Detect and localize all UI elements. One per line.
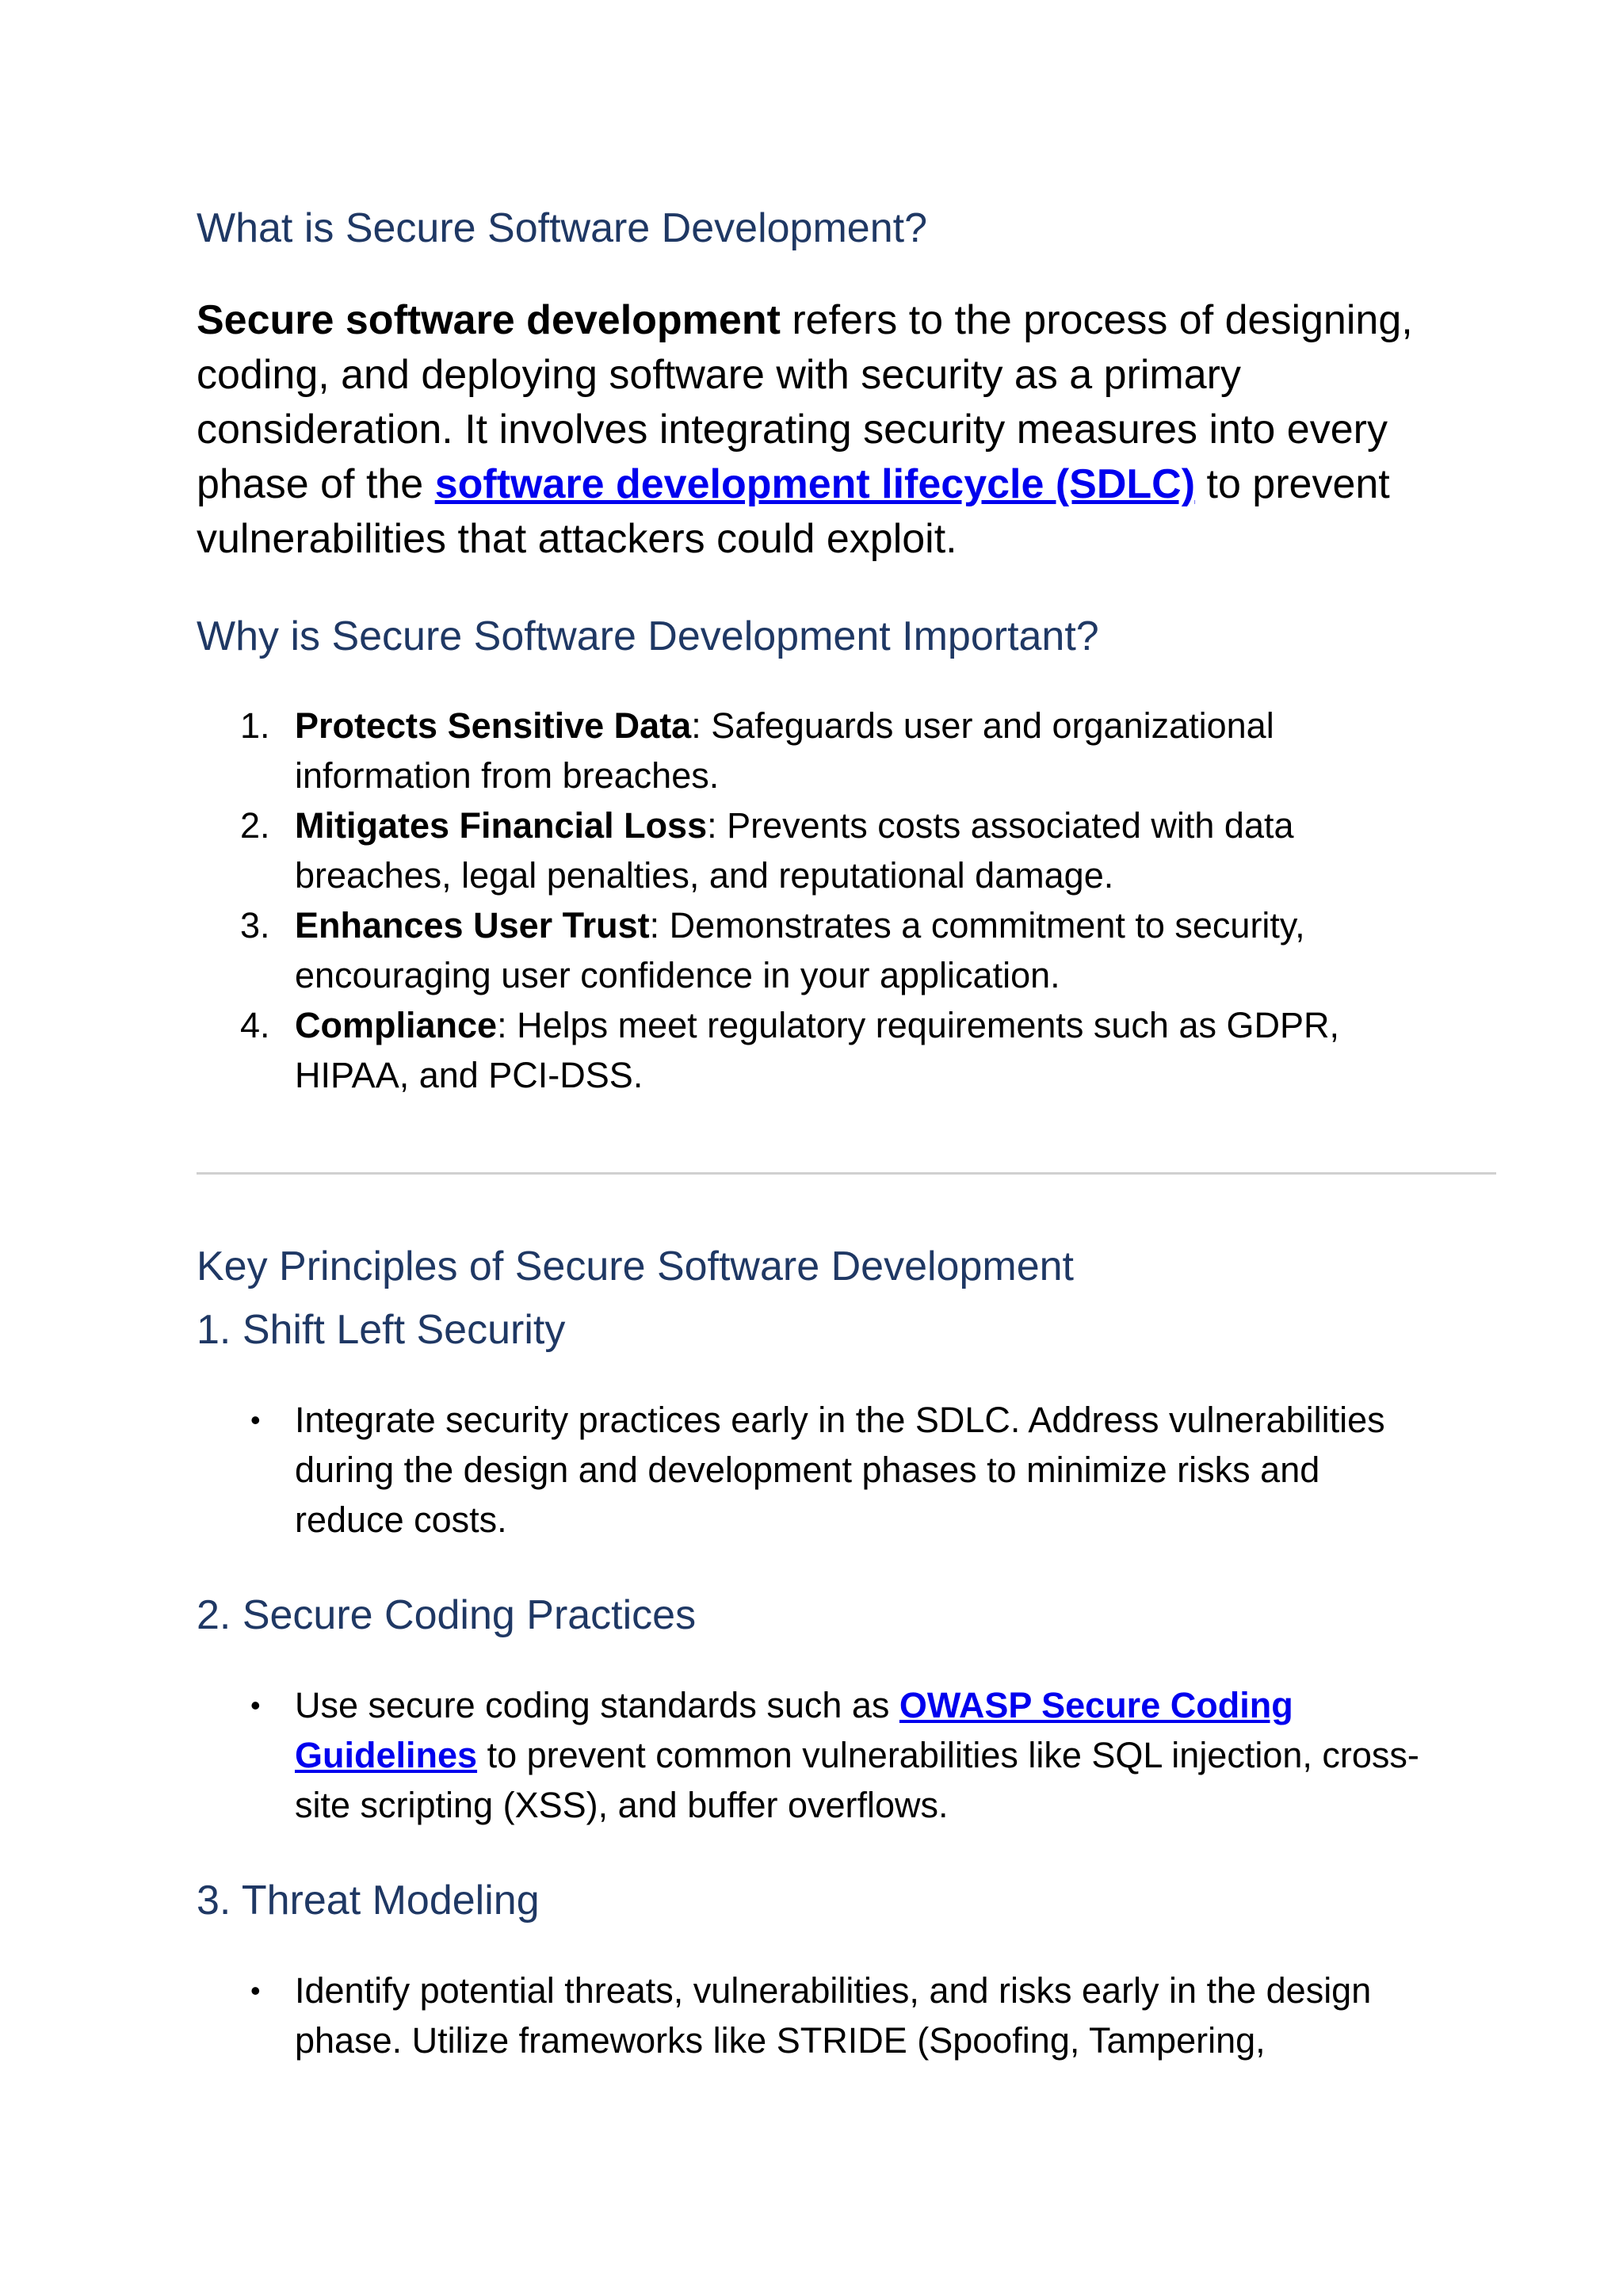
shift-left-bullets [197, 1395, 1433, 1545]
bullet-glyph: • [250, 1404, 261, 1436]
bullet-text: Integrate security practices early in the SDLC. Address vulnerabilities during the design and development phases to minimize risks and reduce costs. [295, 1400, 1385, 1540]
list-item-text: : Prevents costs associated with data breaches, legal penalties, and reputational damage. [295, 805, 1294, 896]
heading-secure-coding-practices: 2. Secure Coding Practices [197, 1592, 697, 1638]
list-number: 3. [240, 905, 270, 946]
list-item [197, 701, 1433, 800]
intro-text-1: refers to the process of designing, coding, and deploying software with security as a primary consideration. It involves integrating security measures into every phase of the [197, 297, 1413, 507]
secure-coding-bullets [197, 1680, 1433, 1830]
list-number: 1. [240, 705, 270, 746]
intro-bold-term: Secure software development [197, 297, 781, 343]
list-item [197, 1966, 1433, 2065]
bullet-text-post: to prevent common vulnerabilities like SQL injection, cross-site scripting (XSS), and buffer overflows. [295, 1735, 1419, 1825]
sdlc-link[interactable]: software development lifecycle (SDLC) [434, 461, 1196, 507]
intro-text-2: to prevent vulnerabilities that attackers could exploit. [197, 461, 1390, 562]
importance-list [197, 701, 1433, 1100]
list-item-title: Mitigates Financial Loss [295, 805, 708, 846]
list-item-text: : Demonstrates a commitment to security, encouraging user confidence in your application. [295, 905, 1305, 995]
heading-key-principles: Key Principles of Secure Software Development [197, 1244, 1074, 1289]
list-item-title: Protects Sensitive Data [295, 705, 692, 746]
bullet-text: Identify potential threats, vulnerabilities, and risks early in the design phase. Utilize frameworks like STRIDE (Spoofing, Tampering, [295, 1970, 1372, 2061]
list-item-title: Compliance [295, 1005, 498, 1045]
intro-paragraph [197, 293, 1433, 567]
heading-threat-modeling: 3. Threat Modeling [197, 1878, 540, 1924]
heading-what-is-secure-software-development: What is Secure Software Development? [197, 205, 927, 251]
list-item [197, 1680, 1433, 1830]
list-number: 2. [240, 805, 270, 846]
list-item-title: Enhances User Trust [295, 905, 650, 946]
list-item-text: : Helps meet regulatory requirements such as GDPR, HIPAA, and PCI-DSS. [295, 1005, 1339, 1095]
list-item [197, 900, 1433, 1000]
bullet-glyph: • [250, 1974, 261, 2007]
horizontal-divider [197, 1172, 1496, 1175]
list-item-text: : Safeguards user and organizational information from breaches. [295, 705, 1274, 796]
list-item [197, 1000, 1433, 1100]
list-number: 4. [240, 1005, 270, 1045]
list-item [197, 800, 1433, 900]
threat-modeling-bullets [197, 1966, 1433, 2065]
bullet-text-pre: Use secure coding standards such as [295, 1685, 899, 1725]
heading-shift-left-security: 1. Shift Left Security [197, 1307, 566, 1353]
owasp-guidelines-link[interactable]: OWASP Secure Coding Guidelines [295, 1685, 1293, 1775]
list-item [197, 1395, 1433, 1545]
heading-why-important: Why is Secure Software Development Important? [197, 613, 1099, 659]
bullet-glyph: • [250, 1689, 261, 1721]
